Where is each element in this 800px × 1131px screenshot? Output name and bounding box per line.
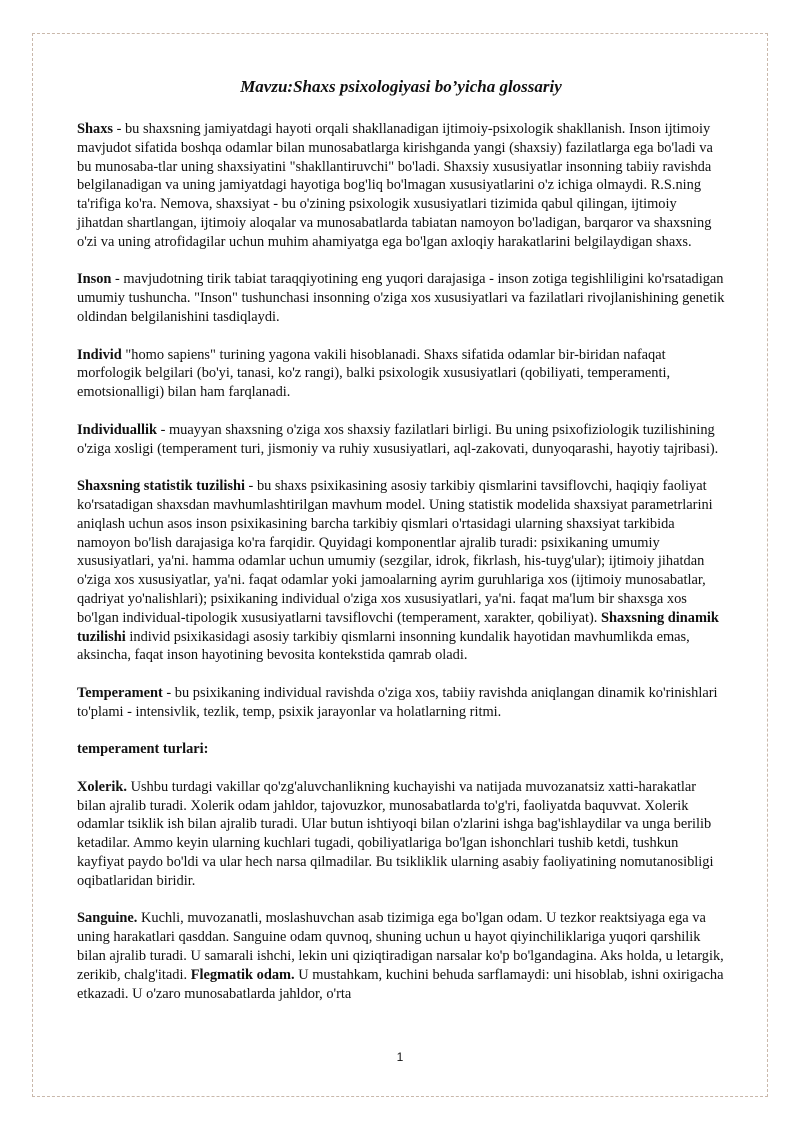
page-number: 1 [396,1050,404,1064]
type-entry-sanguine [77,909,725,1003]
definition: individ psixikasidagi asosiy tarkibiy qismlarni insonning kundalik hayotidan mavhumlikda emas, aksincha, faqat inson hayotining bevosita kontekstida qamrab oladi. [77,628,690,664]
definition: - bu shaxsning jamiyatdagi hayoti orqali shakllanadigan ijtimoiy-psixologik shakllanish. Inson ijtimoiy mavjudot sifatida boshqa odamlar bilan munosabatlarga kirishganda yangi (shaxsiy) fazilatlarga ega bo'ladi va bu munosaba-tlar uning shaxsiyatini "shakllantiruvchi" bo'ladi. Shaxsiy xususiyatlar insonning tabiiy ravishda belgilanadigan va uning jamiyatdagi hayotiga bog'liq bo'lmagan xususiyatlarini o'z ichiga olmaydi. R.S.ning ta'rifiga ko'ra. Nemova, shaxsiyat - bu o'zining psixologik xususiyatlari tizimida qabul qilingan, ijtimoiy jihatdan shartlangan, ijtimoiy aloqalar va munosabatlarda tabiatan namoyon bo'ladigan, barqaror va shaxsning o'zi va uning atrofidagilar uchun muhim ahamiyatga ega bo'lgan axloqiy harakatlarini belgilaydigan shaxs. [77,121,713,250]
document-title: Mavzu:Shaxs psixologiyasi bo’yicha glossariy [240,77,562,96]
term: Individuallik [77,421,157,438]
term: Xolerik. [77,778,127,795]
term: Temperament [77,684,163,701]
definition: U mustahkam, kuchini behuda sarflamaydi: uni hisoblab, ishni oxirigacha etkazadi. U o'zaro munosabatlarda jahldor, o'rta [77,966,724,1002]
glossary-entry-individ [77,346,725,402]
definition: Kuchli, muvozanatli, moslashuvchan asab tizimiga ega bo'lgan odam. U tezkor reaktsiyaga ega va uning harakatlari qasddan. Sanguine odam quvnoq, shuning uchun u hayot qiyinchiliklariga yuqori qarshilik bilan ajralib turadi. U samarali ishchi, lekin uni qiziqtiradigan narsalar ko'p bo'lgandagina. Aks holda, u letargik, zerikib, chalg'itadi. [77,910,724,983]
term: Shaxs [77,121,113,137]
definition: Ushbu turdagi vakillar qo'zg'aluvchanlikning kuchayishi va natijada muvozanatsiz xatti-harakatlar bilan ajralib turadi. Xolerik odam jahldor, tajovuzkor, munosabatlarda to'g'ri, faoliyatda baquvvat. Xolerik odamlar tsiklik ish bilan ajralib turadi. Ular butun ishtiyoqi bilan o'zlarini ishga bag'ishlaydilar va unga berilib ketadilar. Ammo keyin ularning kuchlari tugadi, qobiliyatlariga bo'lgan ishonchlari tushib ketdi, tushkun kayfiyat paydo bo'ldi va ular hech narsa qilmadilar. Bu tsikliklik ularning asabiy faoliyatining nomutanosibligi oqibatlaridan biridir. [77,778,714,889]
definition: - bu shaxs psixikasining asosiy tarkibiy qismlarini tavsiflovchi, haqiqiy faoliyat ko'rsatadigan shaxsdan mavhumlashtirilgan mavhum model. Uning statistik modelida shaxsiyat parametrlarini aniqlash uchun asos inson psixikasining barcha tarkibiy qismlari o'rtasidagi ularning shaxsiyat tarkibida namoyon bo'lish darajasiga ko'ra farqidir. Quyidagi komponentlar ajralib turadi: psixikaning umumiy xususiyatlari, ya'ni. hamma odamlar uchun umumiy (sezgilar, idrok, fikrlash, his-tuyg'ular); ijtimoiy jihatdan o'ziga xos xususiyatlar, ya'ni. faqat odamlar yoki jamoalarning ayrim guruhlariga xos (ijtimoiy munosabatlar, qadriyat yo'nalishlari); psixikaning individual o'ziga xos xususiyatlari, ya'ni. faqat ma'lum bir shaxsga xos bo'lgan individual-tipologik xususiyatlarni tavsiflovchi (temperament, xarakter, qobiliyat). [77,478,713,626]
term: Shaxsning statistik tuzilishi [77,478,245,495]
glossary-entry-inson [77,270,725,326]
term: Shaxsning dinamik tuzilishi [77,609,719,645]
document-body [77,76,725,1022]
definition: "homo sapiens" turining yagona vakili hisoblanadi. Shaxs sifatida odamlar bir-biridan nafaqat morfologik belgilari (bo'yi, tanasi, ko'z rangi), balki psixologik xususiyatlari (qobiliyati, temperamenti, emotsionalligi) bilan ham farqlanadi. [77,346,671,401]
glossary-entry-individuallik [77,421,725,459]
term: Flegmatik odam. [190,966,295,983]
definition: - mavjudotning tirik tabiat taraqqiyotining eng yuqori darajasiga - inson zotiga tegishliligini ko'rsatadigan umumiy tushuncha. "Inson" tushunchasi insonning o'ziga xos xususiyatlari va fazilatlari rivojlanishining genetik oldindan belgilanishini tasdiqlaydi. [77,271,725,325]
glossary-entry-statistik-tuzilish [77,477,725,665]
definition: - muayyan shaxsning o'ziga xos shaxsiy fazilatlari birligi. Bu uning psixofiziologik tuzilishining o'ziga xosligi (temperament turi, jismoniy va ruhiy xususiyatlari, aql-zakovati, dunyoqarashi, hayotiy tajribasi). [77,421,719,457]
term: Inson [77,271,112,288]
term: Sanguine. [77,910,138,927]
term: Individ [77,346,122,363]
definition: - bu psixikaning individual ravishda o'ziga xos, tabiiy ravishda aniqlangan dinamik ko'rinishlari to'plami - intensivlik, tezlik, temp, psixik jarayonlar va holatlarning ritmi. [77,684,718,720]
glossary-entry-temperament [77,684,725,722]
glossary-entry-shaxs [77,120,725,252]
section-subheading: temperament turlari: [77,741,209,758]
type-entry-xolerik [77,778,725,891]
